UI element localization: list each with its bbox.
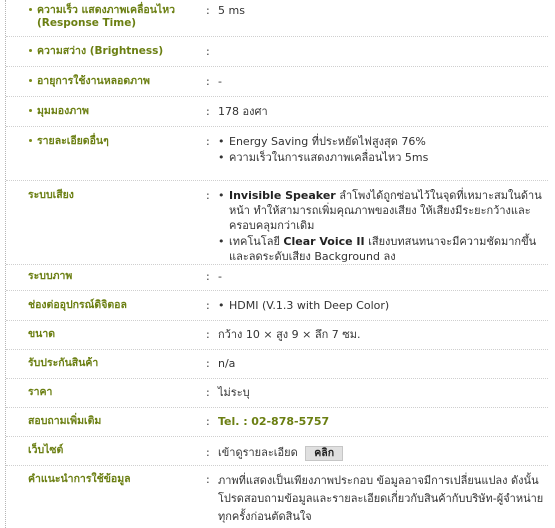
warranty-label: รับประกันสินค้า <box>28 357 99 369</box>
colon: : <box>206 386 210 399</box>
colon: : <box>206 328 210 341</box>
viewing-angle-label: มุมมองภาพ <box>37 105 89 117</box>
list-item: • ความเร็วในการแสดงภาพเคลื่อนไหว 5ms <box>218 150 548 165</box>
row-separator <box>6 320 548 321</box>
bullet-icon <box>29 49 32 52</box>
price-value: ไม่ระบุ <box>218 386 250 399</box>
colon: : <box>206 299 210 312</box>
row-separator <box>6 126 548 127</box>
feature-description: ลำโพงได้ถูกซ่อนไว้ในจุดที่เหมาะสมในด้านหน้า ทำให้สามารถเพิ่มคุณภาพของเสียง ให้เสียงมีระยะกว้างและครอบคลุมกว่าเดิม <box>229 189 542 232</box>
digital-ports-value <box>218 298 548 314</box>
viewing-angle-value: 178 องศา <box>218 105 268 118</box>
bullet-icon <box>29 8 32 11</box>
row-separator <box>6 96 548 97</box>
row-separator <box>6 36 548 37</box>
click-button[interactable]: คลิก <box>305 446 343 461</box>
dimensions-label: ขนาด <box>28 328 56 340</box>
inquiry-label: สอบถามเพิ่มเติม <box>28 415 102 427</box>
notice-text: ภาพที่แสดงเป็นเพียงภาพประกอบ ข้อมูลอาจมีการเปลี่ยนแปลง ดังนั้นโปรดสอบถามข้อมูลและรายละเอียดเกี่ยวกับสินค้ากับบริษัท-ผู้จำหน่ายทุกครั้งก่อนตัดสินใจ <box>218 474 544 523</box>
colon: : <box>206 105 210 118</box>
row-separator <box>6 349 548 350</box>
tel-prefix: Tel. : <box>218 415 248 428</box>
other-details-list <box>218 134 548 165</box>
row-separator <box>6 264 548 265</box>
website-value <box>218 445 548 461</box>
row-separator <box>6 290 548 291</box>
bullet-icon <box>29 139 32 142</box>
row-separator <box>6 407 548 408</box>
bullet-icon <box>29 79 32 82</box>
list-item <box>218 188 548 233</box>
list-item: • HDMI (V.1.3 with Deep Color) <box>218 298 548 313</box>
row-separator <box>6 180 548 181</box>
feature-description: เสียงบทสนทนาจะมีความชัดมากขึ้นและลดระดับเสียง Background ลง <box>229 235 537 263</box>
colon: : <box>206 189 210 202</box>
row-separator <box>6 436 548 437</box>
digital-ports-label: ช่องต่ออุปกรณ์ดิจิตอล <box>28 299 127 311</box>
lamp-life-value: - <box>218 75 222 88</box>
list-item: • Energy Saving ที่ประหยัดไฟสูงสุด 76% <box>218 134 548 149</box>
list-item <box>218 234 548 264</box>
sound-value <box>218 188 548 265</box>
colon: : <box>206 4 210 17</box>
colon: : <box>206 75 210 88</box>
inquiry-value <box>218 414 548 429</box>
price-label: ราคา <box>28 386 53 398</box>
website-text: เข้าดูรายละเอียด <box>218 446 298 459</box>
picture-system-value: - <box>218 270 222 283</box>
colon: : <box>206 415 210 428</box>
warranty-value: n/a <box>218 357 236 370</box>
colon: : <box>206 446 210 459</box>
colon: : <box>206 473 210 486</box>
phone-number[interactable]: 02-878-5757 <box>251 415 330 428</box>
response-time-value: 5 ms <box>218 4 245 17</box>
feature-prefix: เทคโนโลยี <box>229 235 284 248</box>
dimensions-value: กว้าง 10 × สูง 9 × ลึก 7 ซม. <box>218 328 361 341</box>
sound-list <box>218 188 548 264</box>
website-label: เว็บไซต์ <box>28 444 64 456</box>
other-details-value <box>218 134 548 166</box>
picture-system-label: ระบบภาพ <box>28 270 73 282</box>
response-time-label: ความเร็ว แสดงภาพเคลื่อนไหว (Response Time) <box>37 4 176 29</box>
notice-label: คำแนะนำการใช้ข้อมูล <box>28 473 131 485</box>
row-separator <box>6 66 548 67</box>
colon: : <box>206 45 210 58</box>
colon: : <box>206 270 210 283</box>
row-separator <box>6 378 548 379</box>
colon: : <box>206 357 210 370</box>
row-separator <box>6 465 548 466</box>
lamp-life-label: อายุการใช้งานหลอดภาพ <box>37 75 150 87</box>
feature-name: Invisible Speaker <box>229 189 336 202</box>
feature-name: Clear Voice II <box>283 235 365 248</box>
other-details-label: รายละเอียดอื่นๆ <box>37 135 109 147</box>
sound-label: ระบบเสียง <box>28 189 74 201</box>
digital-ports-list <box>218 298 548 313</box>
brightness-label: ความสว่าง (Brightness) <box>37 45 164 57</box>
colon: : <box>206 135 210 148</box>
bullet-icon <box>29 109 32 112</box>
